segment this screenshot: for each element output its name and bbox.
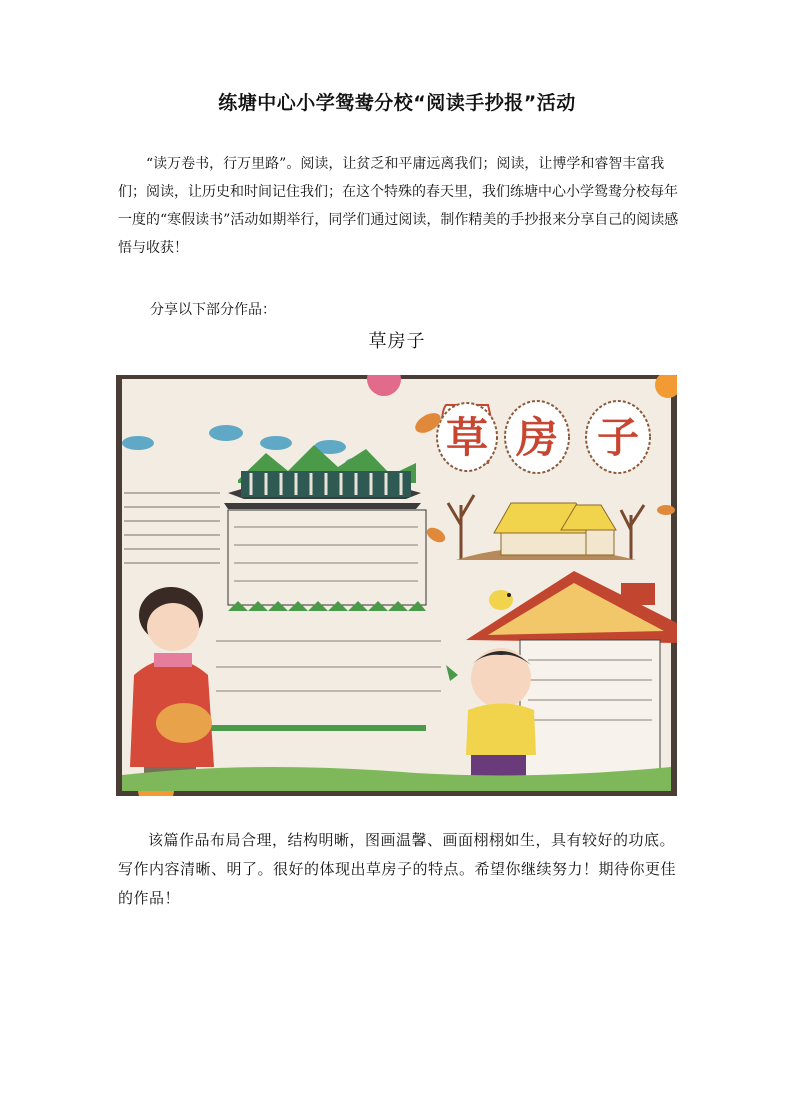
teacher-comment: 该篇作品布局合理，结构明晰，图画温馨、画面栩栩如生，具有较好的功底。写作内容清晰、明了。很好的体现出草房子的特点。希望你继续努力！期待你更佳的作品！ (118, 831, 677, 907)
bird-icon (489, 590, 513, 610)
banner-char: 子 (596, 413, 640, 462)
page-title: 练塘中心小学鸳鸯分校“阅读手抄报”活动 (218, 92, 576, 114)
banner-char: 房 (515, 413, 559, 462)
handwritten-newspaper-photo (116, 375, 677, 796)
girl-illustration (130, 587, 214, 781)
share-label: 分享以下部分作品： (150, 302, 276, 318)
small-house-illustration (494, 503, 616, 555)
work-caption: 草房子 (368, 331, 426, 352)
banner-char: 草 (445, 413, 489, 462)
banner-title (437, 401, 650, 473)
green-divider (211, 725, 426, 731)
leaf-icon (657, 505, 675, 515)
intro-paragraph: “读万卷书，行万里路”。阅读，让贫乏和平庸远离我们；阅读，让博学和睿智丰富我们；阅读，让历史和时间记住我们；在这个特殊的春天里，我们练塘中心小学鸳鸯分校每年一度的“寒假读书”活动如期举行，同学们通过阅读，制作精美的手抄报来分享自己的阅读感悟与收获！ (118, 156, 679, 256)
pavilion-roof-illustration (224, 471, 421, 509)
